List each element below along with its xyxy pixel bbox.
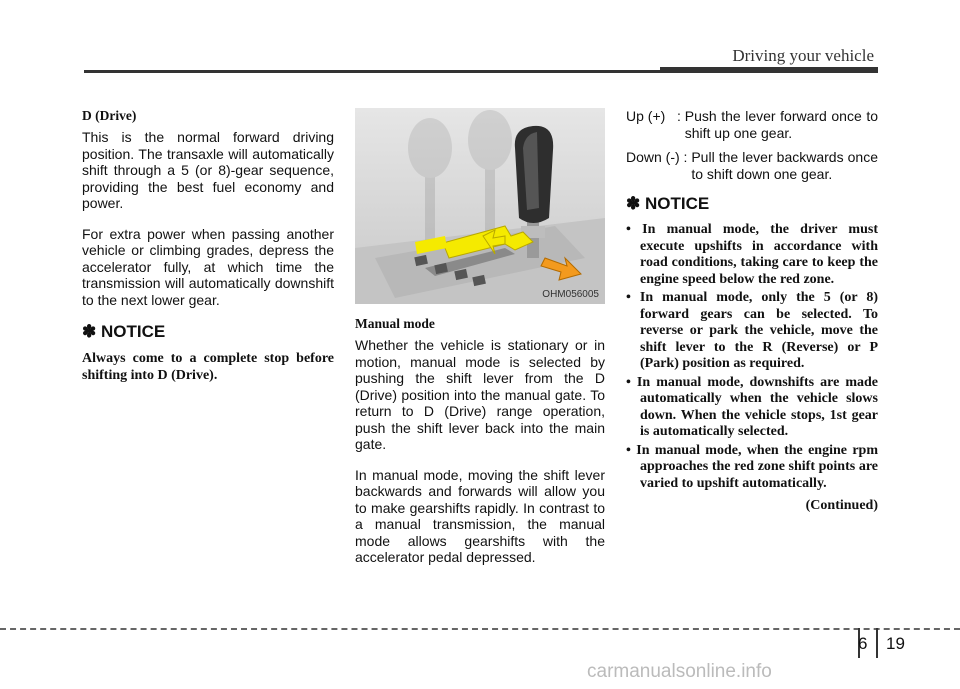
up-definition [626,108,878,141]
notice-body: Always come to a complete stop before shifting into D (Drive). [82,351,334,383]
manual-paragraph-1: Whether the vehicle is stationary or in motion, manual mode is selected by pushing the shift lever from the D (Drive) position into the manual gate. To return to D (Drive) range operation, push the shift lever back into the main gate. [355,337,605,452]
manual-mode-subheading: Manual mode [355,316,435,331]
column-2 [355,108,605,580]
notice-bullet-list [626,222,878,492]
up-term: Up (+) : [626,108,685,124]
drive-paragraph-2: For extra power when passing another vehicle or climbing grades, depress the accelerator fully, at which time the transmission will automatically downshift to the next lower gear. [82,225,334,308]
shift-lever-figure [355,108,605,304]
column-1 [82,108,334,384]
header-title: Driving your vehicle [732,46,874,65]
notice-bullet: • In manual mode, when the engine rpm approaches the red zone shift points are varied to upshift automatically. [626,442,878,491]
manual-paragraph-2: In manual mode, moving the shift lever backwards and forwards will allow you to make gearshifts rapidly. In contrast to a manual transmission, the manual mode allows gearshifts with the accelerator pedal depressed. [355,466,605,565]
drive-subheading: D (Drive) [82,108,137,123]
notice-bullet: • In manual mode, the driver must execute upshifts in accordance with road conditions, taking care to keep the engine speed below the red zone. [626,222,878,287]
chapter-number: 6 [858,634,868,653]
continued-label: (Continued) [805,498,878,513]
footer-rule [0,628,960,630]
column-3 [626,108,878,514]
down-term: Down (-) : [626,149,692,165]
down-definition [626,149,878,182]
down-description: Pull the lever backwards once to shift down one gear. [691,149,878,182]
header-rule-thick [660,67,878,73]
notice-title: ✽ NOTICE [82,322,166,341]
shift-lever-illustration [355,108,605,304]
notice-bullet: • In manual mode, only the 5 (or 8) forward gears can be selected. To reverse or park the vehicle, move the shift lever to the R (Reverse) or P (Park) position as required. [626,290,878,371]
figure-code: OHM056005 [542,289,599,300]
watermark: carmanualsonline.info [587,661,772,682]
notice-title-2: ✽ NOTICE [626,194,710,213]
up-description: Push the lever forward once to shift up one gear. [684,108,878,141]
notice-bullet: • In manual mode, downshifts are made automatically when the vehicle slows down. When the vehicle stops, 1st gear is automatically selected. [626,374,878,439]
drive-paragraph-1: This is the normal forward driving position. The transaxle will automatically shift through a 5 (or 8)-gear sequence, providing the best fuel economy and power. [82,129,334,211]
page-number: 19 [886,634,905,653]
